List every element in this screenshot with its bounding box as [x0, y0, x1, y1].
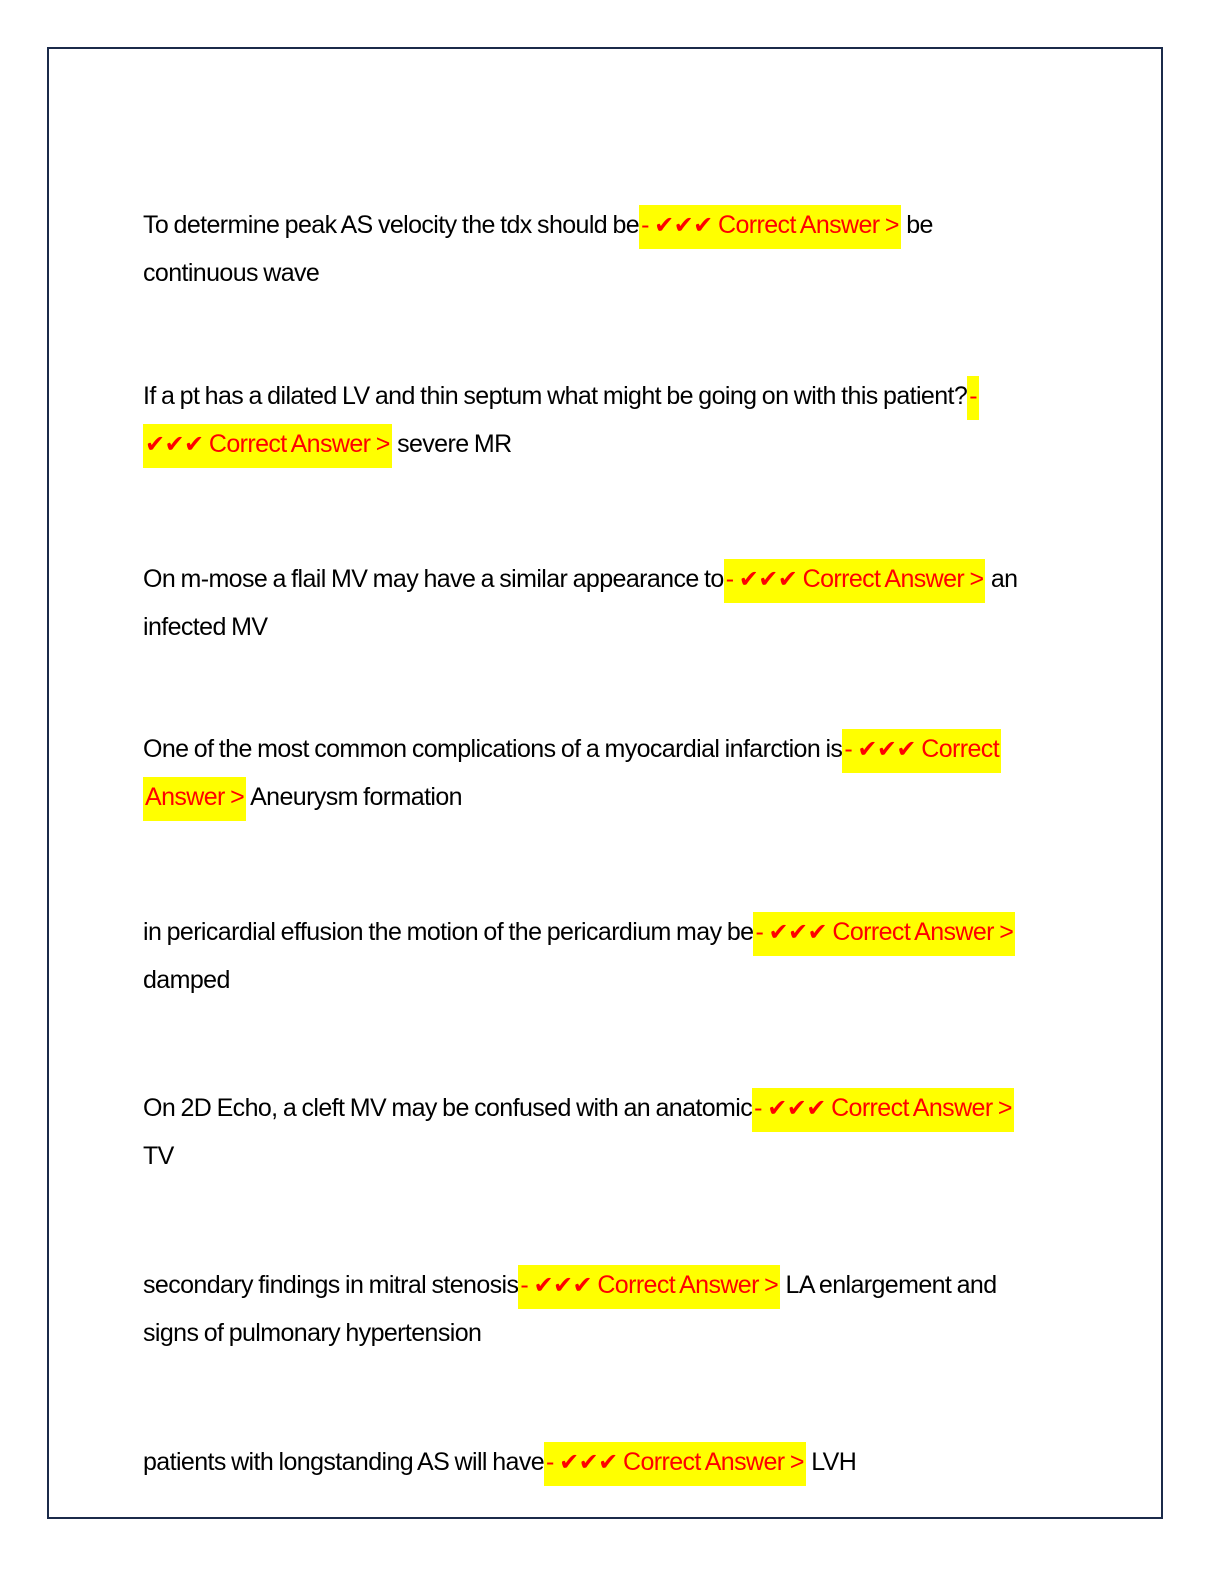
correct-answer-label: Correct Answer >	[712, 211, 899, 239]
qa-entry-1	[143, 201, 1023, 297]
answer-marker	[639, 205, 901, 249]
qa-entry-6	[143, 1084, 1023, 1180]
answer-text: Aneurysm formation	[250, 783, 462, 811]
dash: -	[754, 1094, 768, 1122]
correct-answer-label: Correct Answer >	[825, 1094, 1012, 1122]
dash: -	[546, 1448, 560, 1476]
answer-marker	[544, 1442, 806, 1486]
qa-entry-7	[143, 1261, 1023, 1357]
answer-marker	[518, 1265, 780, 1309]
correct-answer-label: Correct Answer >	[827, 918, 1014, 946]
answer-marker	[753, 912, 1015, 956]
question-text: If a pt has a dilated LV and thin septum what might be going on with this patient?	[143, 382, 968, 410]
checkmark-icon: ✔✔✔	[767, 1094, 826, 1122]
checkmark-icon: ✔✔✔	[145, 430, 204, 458]
answer-text: TV	[143, 1142, 174, 1170]
answer-marker	[752, 1088, 1014, 1132]
correct-answer-label: Correct Answer >	[203, 430, 390, 458]
question-text: patients with longstanding AS will have	[143, 1448, 545, 1476]
answer-text: be continuous wave	[143, 211, 933, 287]
checkmark-icon: ✔✔✔	[857, 735, 916, 763]
checkmark-icon: ✔✔✔	[559, 1448, 618, 1476]
answer-text: severe MR	[397, 430, 512, 458]
dash: -	[641, 211, 655, 239]
answer-text: LVH	[811, 1448, 857, 1476]
checkmark-icon: ✔✔✔	[768, 918, 828, 946]
answer-text: LA enlargement and signs of pulmonary hypertension	[143, 1271, 997, 1347]
qa-entry-4	[143, 725, 1023, 821]
qa-entry-2	[143, 372, 1023, 468]
question-text: On 2D Echo, a cleft MV may be confused with an anatomic	[143, 1094, 753, 1122]
question-text: To determine peak AS velocity the tdx should be	[143, 211, 640, 239]
question-text: secondary findings in mitral stenosis	[143, 1271, 519, 1299]
correct-answer-label: Correct Answer >	[145, 735, 1000, 811]
checkmark-icon: ✔✔✔	[738, 565, 798, 593]
correct-answer-label: Correct Answer >	[797, 565, 984, 593]
checkmark-icon: ✔✔✔	[654, 211, 713, 239]
qa-entry-8	[143, 1438, 1023, 1486]
answer-text: an infected MV	[143, 565, 1018, 641]
qa-entry-3	[143, 555, 1023, 651]
dash: -	[520, 1271, 534, 1299]
correct-answer-label: Correct Answer >	[592, 1271, 779, 1299]
qa-entry-5	[143, 908, 1023, 1004]
dash: -	[755, 918, 769, 946]
question-text: in pericardial effusion the motion of the pericardium may be	[143, 918, 754, 946]
dash: -	[725, 565, 739, 593]
answer-marker	[724, 559, 986, 603]
checkmark-icon: ✔✔✔	[533, 1271, 592, 1299]
dash: -	[969, 382, 977, 410]
answer-text: damped	[143, 966, 230, 994]
correct-answer-label: Correct Answer >	[617, 1448, 804, 1476]
question-text: One of the most common complications of a myocardial infarction is	[143, 735, 843, 763]
dash: -	[844, 735, 858, 763]
question-text: On m-mose a flail MV may have a similar appearance to	[143, 565, 724, 593]
